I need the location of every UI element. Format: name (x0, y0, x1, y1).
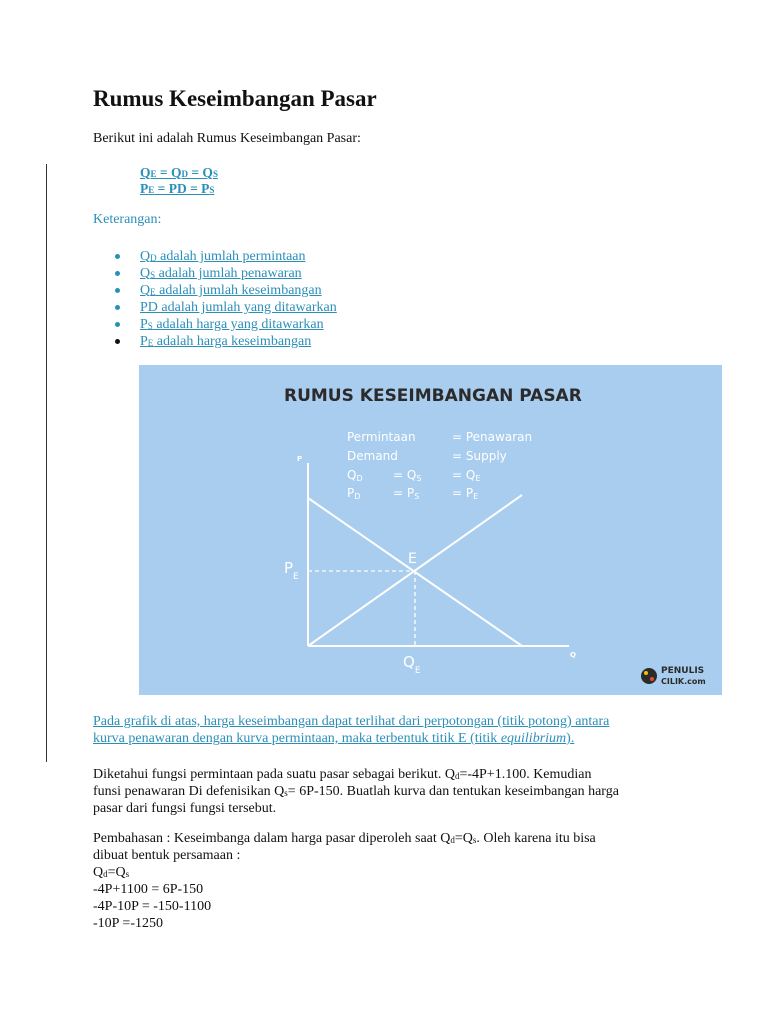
figure-qd: QD (347, 468, 363, 483)
problem-line2: funsi penawaran Di defenisikan $Q_s= 6P-150$. Buatlah kurva dan tentukan keseimbangan harga (93, 784, 619, 799)
list-item[interactable]: $Q_S$ adalah jumlah penawaran (93, 265, 337, 282)
list-item[interactable]: PD adalah jumlah yang ditawarkan (93, 299, 337, 316)
bullet-icon (115, 322, 120, 327)
list-item[interactable]: $P_E$ adalah harga keseimbangan (93, 333, 337, 350)
equation-4: -10P =-1250 (93, 916, 163, 931)
svg-text:CILIK.com: CILIK.com (661, 677, 706, 686)
axis-p-label: P (297, 455, 303, 463)
formula-quantity[interactable]: QE = QD = QS (140, 165, 218, 180)
list-item[interactable]: $Q_E$ adalah jumlah keseimbangan (93, 282, 337, 299)
market-equilibrium-figure (139, 365, 722, 695)
list-item[interactable]: $Q_D$ adalah jumlah permintaan (93, 248, 337, 265)
solution-line1: Pembahasan : Keseimbanga dalam harga pasar diperoleh saat $Q_d=Q_s$. Oleh karena itu bisa (93, 831, 596, 846)
figure-row-permintaan: Permintaan (347, 430, 416, 444)
keterangan-list (93, 248, 337, 350)
equation-3: -4P-10P = -150-1100 (93, 899, 212, 914)
figure-caption-line2[interactable]: kurva penawaran dengan kurva permintaan, maka terbentuk titik E (titik equilibrium). (93, 731, 575, 746)
qe-label: $Q_E$ (403, 653, 421, 676)
equilibrium-e-label: E (408, 551, 417, 567)
bullet-icon (115, 305, 120, 310)
figure-heading: RUMUS KESEIMBANGAN PASAR (284, 386, 582, 406)
list-item[interactable]: $P_S$ adalah harga yang ditawarkan (93, 316, 337, 333)
equation-1: $Q_d=Q_s$ (93, 865, 130, 880)
axis-q-label: Q (570, 651, 576, 659)
penulis-cilik-logo (641, 666, 706, 686)
figure-row-supply: = Supply (452, 449, 507, 463)
page-title: Rumus Keseimbangan Pasar (93, 86, 377, 111)
figure-qs: = QS (393, 468, 422, 483)
keterangan-label: Keterangan: (93, 212, 162, 227)
equation-2: -4P+1100 = 6P-150 (93, 882, 204, 897)
figure-ps: = PS (393, 486, 420, 501)
margin-line (46, 164, 47, 762)
bullet-icon (115, 339, 120, 344)
solution-line2: dibuat bentuk persamaan : (93, 848, 241, 863)
figure-row-demand: Demand (347, 449, 398, 463)
problem-line1: Diketahui fungsi permintaan pada suatu pasar sebagai berikut. $Q_d=-4P+1.100$. Kemudian (93, 767, 592, 782)
figure-pe: = PE (452, 486, 479, 501)
pe-label: $P_E$ (284, 559, 299, 582)
bullet-icon (115, 288, 120, 293)
intro-text: Berikut ini adalah Rumus Keseimbangan Pasar: (93, 131, 361, 146)
bullet-icon (115, 254, 120, 259)
formula-price[interactable]: PE = PD = PS (140, 181, 215, 196)
figure-qe: = QE (452, 468, 481, 483)
svg-text:PENULIS: PENULIS (661, 666, 705, 676)
figure-row-penawaran: = Penawaran (452, 430, 533, 444)
figure-caption-line1[interactable]: Pada grafik di atas, harga keseimbangan dapat terlihat dari perpotongan (titik potong) antara (93, 714, 610, 729)
problem-line3: pasar dari fungsi fungsi tersebut. (93, 801, 277, 816)
bullet-icon (115, 271, 120, 276)
figure-pd: PD (347, 486, 361, 501)
